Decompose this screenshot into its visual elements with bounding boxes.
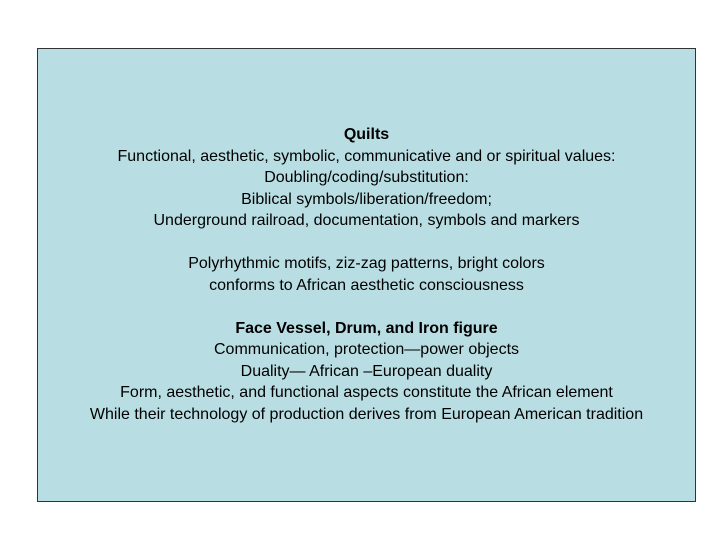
quilts-line-4: Underground railroad, documentation, symbols and markers xyxy=(153,212,580,229)
content-text xyxy=(38,124,695,425)
motifs-line-1: Polyrhythmic motifs, ziz-zag patterns, bright colors xyxy=(188,255,545,272)
objects-line-2: Duality— African –European duality xyxy=(240,362,493,380)
objects-heading: Face Vessel, Drum, and Iron figure xyxy=(235,319,498,337)
section-spacer xyxy=(38,296,695,318)
quilts-line-3: Biblical symbols/liberation/freedom; xyxy=(241,190,492,208)
quilts-line-2: Doubling/coding/substitution: xyxy=(264,169,469,186)
quilts-heading: Quilts xyxy=(343,126,390,143)
content-box xyxy=(37,48,696,502)
quilts-line-1: Functional, aesthetic, symbolic, communicative and or spiritual values: xyxy=(117,147,616,165)
objects-line-4: While their technology of production derives from European American tradition xyxy=(89,405,644,423)
objects-line-3: Form, aesthetic, and functional aspects constitute the African element xyxy=(120,384,613,401)
motifs-line-2: conforms to African aesthetic consciousness xyxy=(209,276,524,294)
section-spacer xyxy=(38,232,695,254)
objects-line-1: Communication, protection—power objects xyxy=(213,341,520,358)
